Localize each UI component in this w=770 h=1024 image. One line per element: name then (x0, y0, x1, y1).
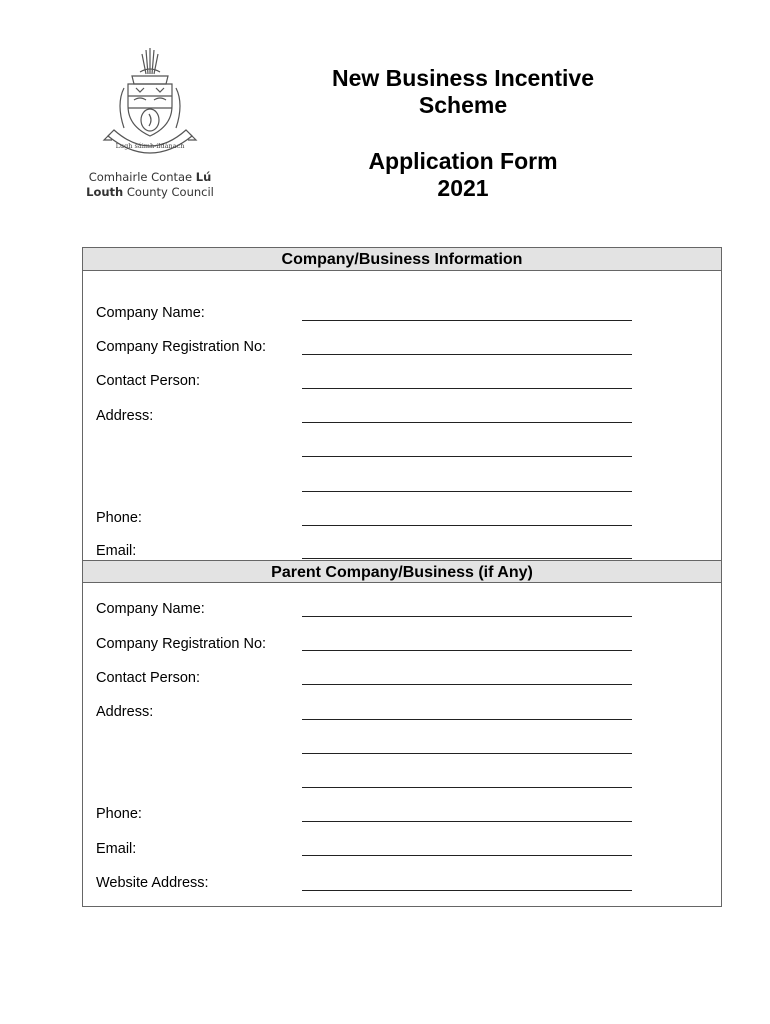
parent-address-label: Address: (96, 704, 154, 720)
logo-irish-prefix: Comhairle Contae (88, 170, 196, 184)
phone-field[interactable] (302, 525, 632, 526)
company-name-field[interactable] (302, 320, 632, 321)
parent-email-field[interactable] (302, 855, 632, 856)
logo-name-irish (84, 170, 216, 184)
phone-label: Phone: (96, 510, 142, 526)
subtitle-line-2: 2021 (437, 175, 489, 201)
logo-irish-bold: Lú (195, 170, 212, 184)
parent-email-label: Email: (96, 841, 137, 857)
address-field-line-2[interactable] (302, 456, 632, 457)
parent-address-field-line-2[interactable] (302, 753, 632, 754)
address-field-line-1[interactable] (302, 422, 632, 423)
parent-contact-person-label: Contact Person: (96, 670, 200, 686)
company-name-label: Company Name: (96, 305, 205, 321)
registration-no-label: Company Registration No: (96, 339, 267, 355)
address-field-line-3[interactable] (302, 491, 632, 492)
document-subtitle (300, 148, 626, 202)
section-heading-company: Company/Business Information (83, 248, 721, 271)
logo-english-rest: County Council (123, 185, 214, 199)
louth-crest-icon (102, 44, 198, 168)
email-field[interactable] (302, 558, 632, 559)
parent-phone-field[interactable] (302, 821, 632, 822)
section-heading-parent-company: Parent Company/Business (if Any) (83, 560, 721, 583)
address-label: Address: (96, 408, 154, 424)
parent-registration-no-label: Company Registration No: (96, 636, 267, 652)
contact-person-field[interactable] (302, 388, 632, 389)
council-logo (84, 44, 216, 204)
registration-no-field[interactable] (302, 354, 632, 355)
parent-company-name-field[interactable] (302, 616, 632, 617)
parent-registration-no-field[interactable] (302, 650, 632, 651)
document-title (300, 65, 626, 119)
parent-company-name-label: Company Name: (96, 601, 205, 617)
logo-english-bold: Louth (86, 185, 124, 199)
parent-phone-label: Phone: (96, 806, 142, 822)
subtitle-line-1: Application Form (368, 148, 558, 174)
contact-person-label: Contact Person: (96, 373, 200, 389)
crest-motto: Lugh sáimh-ildánach (115, 142, 185, 150)
website-address-label: Website Address: (96, 875, 209, 891)
email-label: Email: (96, 543, 137, 559)
parent-address-field-line-1[interactable] (302, 719, 632, 720)
logo-name-english (84, 185, 216, 199)
title-line-2: Scheme (418, 92, 508, 118)
title-line-1: New Business Incentive (331, 65, 595, 91)
application-form (82, 247, 722, 907)
website-address-field[interactable] (302, 890, 632, 891)
parent-address-field-line-3[interactable] (302, 787, 632, 788)
parent-contact-person-field[interactable] (302, 684, 632, 685)
